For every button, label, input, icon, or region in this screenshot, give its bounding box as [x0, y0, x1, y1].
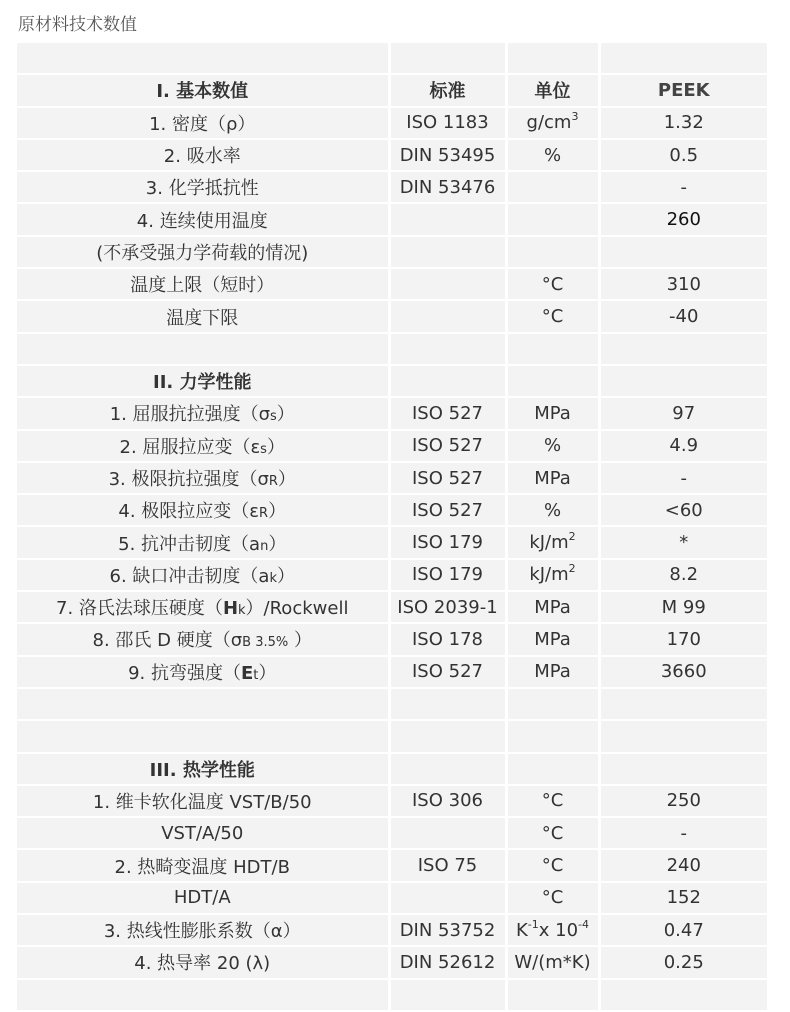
column-header-standard: 标准: [389, 74, 506, 106]
value-cell: 4.9: [599, 430, 767, 462]
value-cell: [599, 979, 767, 1011]
table-row: [17, 430, 767, 462]
property-tail: ）: [288, 630, 312, 652]
unit-cell: [506, 494, 599, 526]
table-cell: [17, 43, 389, 74]
table-row: [17, 849, 767, 881]
unit-text: kJ/m: [529, 532, 569, 554]
unit-text: K: [515, 919, 528, 941]
table-row: [17, 979, 767, 1011]
unit-superscript: 2: [568, 530, 576, 544]
property-cell: [17, 817, 389, 849]
standard-cell: ISO 527: [389, 494, 506, 526]
table-row: [17, 656, 767, 688]
table-row: [17, 526, 767, 558]
property-label: 4. 热导率 20 (λ): [134, 953, 271, 975]
table-cell: [506, 365, 599, 397]
value-cell: 170: [599, 623, 767, 655]
property-cell: [17, 559, 389, 591]
property-subscript: k: [269, 570, 277, 586]
property-tail: ）: [276, 404, 295, 426]
unit-text: °C: [541, 273, 564, 295]
property-cell: [17, 979, 389, 1011]
unit-text: kJ/m: [529, 564, 569, 586]
unit-cell: [506, 688, 599, 720]
unit-cell: [506, 656, 599, 688]
table-cell: [599, 365, 767, 397]
value-cell: M 99: [599, 591, 767, 623]
unit-cell: [506, 397, 599, 429]
property-label: (不承受强力学荷载的情况): [96, 242, 309, 264]
table-cell: [17, 720, 389, 752]
standard-cell: [389, 300, 506, 332]
property-cell: [17, 591, 389, 623]
table-row: [17, 236, 767, 268]
value-cell: [599, 236, 767, 268]
property-cell: [17, 397, 389, 429]
value-cell: 250: [599, 785, 767, 817]
section-heading: III. 热学性能: [17, 753, 389, 785]
value-cell: 8.2: [599, 559, 767, 591]
table-cell: [506, 753, 599, 785]
unit-cell: [506, 430, 599, 462]
property-label: 1. 维卡软化温度 VST/B/50: [92, 791, 312, 813]
standard-cell: [389, 268, 506, 300]
property-label: 温度下限: [166, 307, 239, 329]
table-row: [17, 817, 767, 849]
table-row: [17, 268, 767, 300]
property-label: HDT/A: [173, 887, 231, 909]
property-label: 2. 热畸变温度 HDT/B: [114, 856, 290, 878]
table-row: [17, 462, 767, 494]
property-cell: [17, 785, 389, 817]
property-cell: [17, 849, 389, 881]
unit-cell: [506, 623, 599, 655]
property-label: 4. 连续使用温度: [136, 210, 268, 232]
unit-superscript: 2: [568, 562, 576, 576]
property-subscript: B 3.5%: [242, 635, 289, 651]
property-label: 1. 密度（ρ）: [149, 113, 256, 135]
property-label: 3. 极限抗拉强度（σ: [108, 469, 269, 490]
value-cell: *: [599, 526, 767, 558]
property-cell: [17, 623, 389, 655]
standard-cell: DIN 53752: [389, 914, 506, 946]
blank-row: [17, 720, 767, 752]
value-cell: 260: [599, 203, 767, 235]
value-cell: 97: [599, 397, 767, 429]
standard-cell: ISO 527: [389, 397, 506, 429]
standard-cell: [389, 817, 506, 849]
table-cell: [17, 333, 389, 365]
table-row: [17, 107, 767, 139]
table-row: [17, 623, 767, 655]
standard-cell: DIN 53495: [389, 139, 506, 171]
property-label: 3. 化学抵抗性: [145, 178, 259, 200]
table-cell: [389, 365, 506, 397]
standard-cell: ISO 179: [389, 559, 506, 591]
table-header-row: [17, 74, 767, 106]
property-label: 6. 缺口冲击韧度（a: [109, 565, 270, 587]
property-label: VST/A/50: [161, 822, 244, 844]
standard-cell: [389, 882, 506, 914]
standard-cell: DIN 53476: [389, 171, 506, 203]
unit-cell: [506, 882, 599, 914]
section-row: [17, 365, 767, 397]
property-subscript: R: [259, 506, 269, 522]
unit-text: %: [543, 499, 562, 521]
unit-cell: [506, 946, 599, 978]
table-cell: [599, 720, 767, 752]
table-cell: [506, 720, 599, 752]
table-row: [17, 397, 767, 429]
property-cell: [17, 946, 389, 978]
standard-cell: ISO 306: [389, 785, 506, 817]
unit-text: °C: [541, 822, 564, 844]
standard-cell: [389, 979, 506, 1011]
property-label: 4. 极限拉应变（ε: [118, 501, 260, 523]
unit-cell: [506, 203, 599, 235]
value-cell: 152: [599, 882, 767, 914]
unit-cell: [506, 300, 599, 332]
standard-cell: ISO 527: [389, 462, 506, 494]
unit-cell: [506, 979, 599, 1011]
property-cell: [17, 914, 389, 946]
property-label: 8. 邵氏 D 硬度（σ: [92, 630, 243, 652]
property-label: 3. 热线性膨胀系数（α）: [103, 921, 301, 943]
value-cell: -: [599, 171, 767, 203]
unit-text: MPa: [534, 402, 571, 424]
table-row: [17, 591, 767, 623]
standard-cell: ISO 178: [389, 623, 506, 655]
standard-cell: ISO 1183: [389, 107, 506, 139]
property-tail: ）: [268, 533, 287, 555]
value-cell: 0.47: [599, 914, 767, 946]
unit-text: g/cm: [526, 112, 572, 134]
property-subscript: s: [260, 441, 267, 457]
unit-cell: [506, 526, 599, 558]
unit-superscript: 3: [571, 110, 579, 124]
value-cell: -: [599, 817, 767, 849]
unit-text: W/(m*K): [514, 951, 591, 973]
value-cell: 1.32: [599, 107, 767, 139]
property-cell: [17, 882, 389, 914]
unit-text: MPa: [534, 628, 571, 650]
table-cell: [506, 333, 599, 365]
property-cell: [17, 203, 389, 235]
table-cell: [599, 43, 767, 74]
table-cell: [599, 333, 767, 365]
table-row: [17, 946, 767, 978]
standard-cell: ISO 527: [389, 656, 506, 688]
unit-text: MPa: [534, 467, 571, 489]
table-cell: [599, 753, 767, 785]
blank-row: [17, 333, 767, 365]
standard-cell: ISO 75: [389, 849, 506, 881]
value-cell: 0.5: [599, 139, 767, 171]
column-header-material: PEEK: [599, 74, 767, 106]
value-cell: 310: [599, 268, 767, 300]
value-cell: 3660: [599, 656, 767, 688]
property-cell: [17, 171, 389, 203]
property-cell: [17, 462, 389, 494]
value-cell: 240: [599, 849, 767, 881]
property-tail: ）: [266, 436, 285, 458]
unit-superscript: -1: [527, 917, 539, 931]
unit-text: %: [543, 144, 562, 166]
standard-cell: DIN 52612: [389, 946, 506, 978]
property-cell: [17, 107, 389, 139]
unit-text: °C: [541, 306, 564, 328]
property-cell: [17, 688, 389, 720]
page-title: 原材料技术数值: [18, 15, 137, 35]
unit-cell: [506, 591, 599, 623]
unit-text: MPa: [534, 661, 571, 683]
table-row: [17, 203, 767, 235]
standard-cell: ISO 2039-1: [389, 591, 506, 623]
table-row: [17, 785, 767, 817]
property-cell: [17, 236, 389, 268]
property-tail: ）: [268, 501, 287, 523]
property-cell: [17, 430, 389, 462]
unit-text: °C: [541, 887, 564, 909]
property-symbol: E: [241, 662, 254, 684]
unit-cell: [506, 559, 599, 591]
unit-cell: [506, 139, 599, 171]
table-row: [17, 300, 767, 332]
unit-cell: [506, 849, 599, 881]
property-subscript: R: [268, 474, 278, 489]
blank-row: [17, 43, 767, 74]
value-cell: -40: [599, 300, 767, 332]
section-heading: II. 力学性能: [17, 365, 389, 397]
property-label: 5. 抗冲击韧度（a: [118, 533, 261, 555]
property-label: 2. 屈服拉应变（ε: [119, 436, 261, 458]
standard-cell: [389, 688, 506, 720]
table-cell: [389, 753, 506, 785]
standard-cell: ISO 527: [389, 430, 506, 462]
unit-cell: [506, 914, 599, 946]
standard-cell: ISO 179: [389, 526, 506, 558]
property-subscript: t: [253, 667, 259, 683]
value-cell: <60: [599, 494, 767, 526]
unit-cell: [506, 236, 599, 268]
property-subscript: k: [238, 603, 246, 619]
table-cell: [389, 720, 506, 752]
property-tail: ）: [277, 469, 296, 490]
table-row: [17, 559, 767, 591]
section-row: [17, 753, 767, 785]
standard-cell: [389, 203, 506, 235]
standard-cell: [389, 236, 506, 268]
property-cell: [17, 656, 389, 688]
property-cell: [17, 139, 389, 171]
value-cell: -: [599, 462, 767, 494]
table-cell: [506, 43, 599, 74]
column-header-unit: 单位: [506, 74, 599, 106]
property-tail: ）: [276, 565, 295, 587]
unit-text: °C: [541, 790, 564, 812]
unit-cell: [506, 268, 599, 300]
property-label: 1. 屈服抗拉强度（σ: [109, 404, 271, 426]
unit-cell: [506, 171, 599, 203]
unit-cell: [506, 817, 599, 849]
unit-cell: [506, 107, 599, 139]
property-label: 温度上限（短时）: [130, 275, 275, 297]
section-heading: I. 基本数值: [17, 74, 389, 106]
property-tail: ）: [258, 662, 277, 684]
property-label: 2. 吸水率: [163, 146, 241, 168]
property-cell: [17, 300, 389, 332]
property-label: 7. 洛氏法球压硬度（: [56, 598, 223, 620]
table-row: [17, 494, 767, 526]
table-cell: [389, 333, 506, 365]
value-cell: [599, 688, 767, 720]
table-row: [17, 139, 767, 171]
table-row: [17, 882, 767, 914]
property-tail: ）/Rockwell: [245, 598, 349, 620]
unit-text: %: [543, 435, 562, 457]
table-cell: [389, 43, 506, 74]
unit-text: °C: [541, 855, 564, 877]
unit-tail: x 10: [538, 919, 579, 941]
spec-table: [17, 43, 767, 1012]
unit-cell: [506, 462, 599, 494]
table-row: [17, 171, 767, 203]
table-row: [17, 688, 767, 720]
property-subscript: n: [260, 538, 269, 554]
unit-cell: [506, 785, 599, 817]
unit-text: MPa: [534, 596, 571, 618]
property-cell: [17, 494, 389, 526]
property-cell: [17, 526, 389, 558]
property-symbol: H: [222, 598, 239, 620]
property-subscript: s: [270, 409, 277, 425]
value-cell: 0.25: [599, 946, 767, 978]
property-cell: [17, 268, 389, 300]
unit-superscript: -4: [578, 917, 590, 931]
property-label: 9. 抗弯强度（: [128, 662, 241, 684]
table-row: [17, 914, 767, 946]
